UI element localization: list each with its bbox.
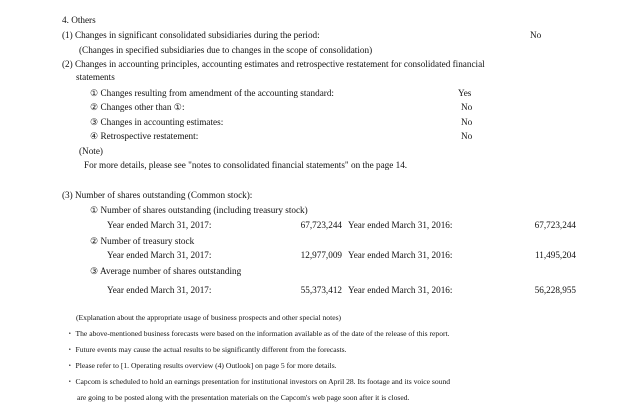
explanation-bullet: ・ Future events may cause the actual results to be significantly different from the forecasts.: [66, 345, 347, 354]
item1-value: No: [530, 30, 542, 40]
item2-row-label: ③ Changes in accounting estimates:: [90, 117, 224, 127]
shares-group-title: ① Number of shares outstanding (including treasury stock): [90, 205, 308, 215]
year-2016-value: 67,723,244: [534, 220, 576, 230]
item2-row-label: ④ Retrospective restatement:: [90, 131, 199, 141]
shares-group-title: ② Number of treasury stock: [90, 236, 195, 246]
year-2016-label: Year ended March 31, 2016:: [348, 285, 453, 295]
item3-label: (3) Number of shares outstanding (Common stock):: [62, 190, 253, 200]
shares-group-title: ③ Average number of shares outstanding: [90, 266, 242, 276]
note-text: For more details, please see "notes to consolidated financial statements" on the page 14.: [84, 160, 408, 170]
year-2017-label: Year ended March 31, 2017:: [107, 220, 212, 230]
year-2017-label: Year ended March 31, 2017:: [107, 285, 212, 295]
item2-label-line1: (2) Changes in accounting principles, accounting estimates and retrospective restatement for consolidated financial: [62, 59, 485, 69]
year-2017-label: Year ended March 31, 2017:: [107, 250, 212, 260]
item2-row-label: ① Changes resulting from amendment of the accounting standard:: [90, 88, 334, 98]
explanation-continuation: are going to be posted along with the presentation materials on the Capcom's web page soon after it is closed.: [77, 393, 410, 402]
note-label: (Note): [79, 146, 103, 156]
item2-row-value: No: [461, 117, 473, 127]
item2-row-value: Yes: [458, 88, 472, 98]
explanation-bullet: ・ Please refer to [1. Operating results overview (4) Outlook] on page 5 for more details.: [66, 361, 337, 370]
year-2016-label: Year ended March 31, 2016:: [348, 220, 453, 230]
year-2016-label: Year ended March 31, 2016:: [348, 250, 453, 260]
explanation-bullet: ・ Capcom is scheduled to hold an earnings presentation for institutional investors on April 28. Its footage and its voice sound: [66, 377, 451, 386]
item2-row-label: ② Changes other than ①:: [90, 102, 185, 112]
year-2017-value: 67,723,244: [300, 220, 342, 230]
item2-label-line2: statements: [76, 72, 115, 82]
explanation-bullet: ・ The above-mentioned business forecasts were based on the information available as of the date of the release of this report.: [66, 329, 450, 338]
year-2017-value: 55,373,412: [300, 285, 342, 295]
year-2017-value: 12,977,009: [300, 250, 342, 260]
explanation-title: (Explanation about the appropriate usage of business prospects and other special notes): [76, 313, 342, 322]
year-2016-value: 56,228,955: [534, 285, 576, 295]
section-heading: 4. Others: [62, 15, 96, 25]
year-2016-value: 11,495,204: [534, 250, 576, 260]
item2-row-value: No: [461, 102, 473, 112]
item2-row-value: No: [461, 131, 473, 141]
item1-label: (1) Changes in significant consolidated subsidiaries during the period:: [62, 30, 320, 40]
item1-sub: (Changes in specified subsidiaries due to changes in the scope of consolidation): [79, 45, 373, 55]
